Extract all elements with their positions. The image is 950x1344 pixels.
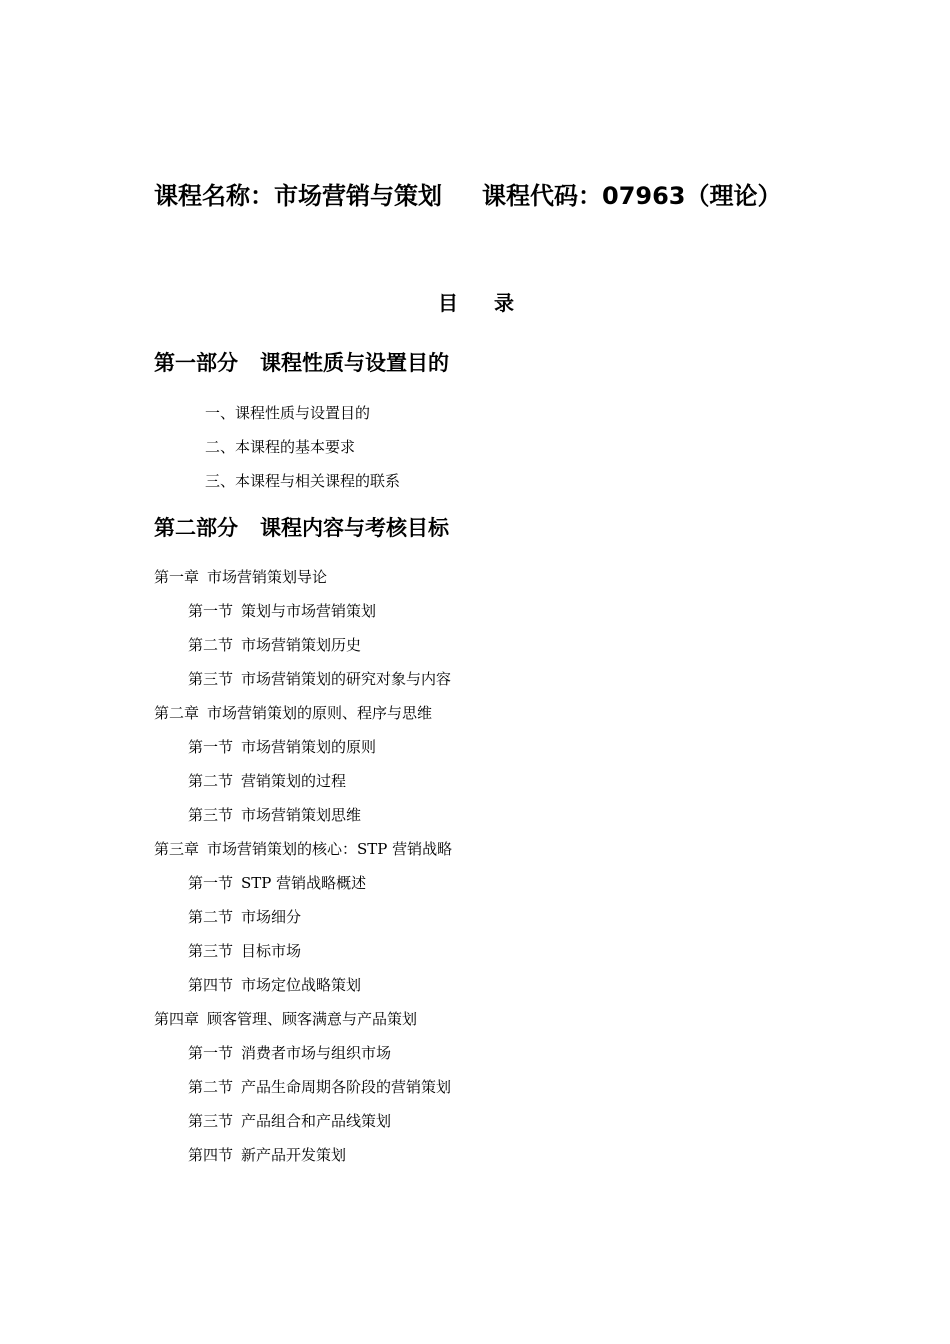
section-number: 第三节 [188,942,234,960]
part-label: 第二部分 [154,516,238,540]
chapter-number: 第四章 [154,1010,200,1028]
toc-section[interactable] [188,634,361,656]
toc-section[interactable] [188,906,301,928]
section-number: 第二节 [188,1078,234,1096]
section-number: 第二节 [188,636,234,654]
section-title: 目标市场 [241,942,302,960]
toc-title: 目录 [438,291,550,315]
part-heading-1 [154,348,449,378]
toc-section[interactable] [188,1042,391,1064]
section-title: 市场营销策划的研究对象与内容 [241,670,452,688]
section-title: STP 营销战略概述 [241,874,367,892]
toc-section[interactable] [188,1076,451,1098]
toc-section[interactable] [188,770,346,792]
section-title: 新产品开发策划 [241,1146,347,1164]
chapter-title: 市场营销策划导论 [207,568,328,586]
section-title: 市场定位战略策划 [241,976,362,994]
section-number: 第二节 [188,908,234,926]
chapter-number: 第三章 [154,840,200,858]
toc-section[interactable] [188,872,366,894]
toc-section[interactable] [188,668,451,690]
chapter-number: 第一章 [154,568,200,586]
section-title: 产品生命周期各阶段的营销策划 [241,1078,452,1096]
section-number: 第二节 [188,772,234,790]
chapter-title: 市场营销策划的原则、程序与思维 [207,704,433,722]
part-heading-2 [154,513,449,543]
section-number: 第四节 [188,976,234,994]
section-number: 第三节 [188,1112,234,1130]
toc-section[interactable] [188,804,361,826]
section-number: 第一节 [188,602,234,620]
section-title: 市场营销策划思维 [241,806,362,824]
section-title: 市场营销策划历史 [241,636,362,654]
section-number: 第四节 [188,1146,234,1164]
section-title: 产品组合和产品线策划 [241,1112,392,1130]
toc-chapter[interactable] [154,1008,417,1030]
toc-section[interactable] [188,1110,391,1132]
toc-item[interactable]: 二、本课程的基本要求 [205,438,356,456]
toc-chapter[interactable] [154,838,452,860]
section-number: 第一节 [188,738,234,756]
course-header [154,178,782,214]
section-title: 市场细分 [241,908,302,926]
section-title: 消费者市场与组织市场 [241,1044,392,1062]
course-code: 课程代码：07963（理论） [482,182,782,210]
chapter-number: 第二章 [154,704,200,722]
part-name: 课程内容与考核目标 [260,516,449,540]
toc-section[interactable] [188,974,361,996]
toc-section[interactable] [188,600,376,622]
toc-item[interactable]: 三、本课程与相关课程的联系 [205,472,401,490]
chapter-title: 市场营销策划的核心：STP 营销战略 [207,840,453,858]
toc-chapter[interactable] [154,566,327,588]
toc-chapter[interactable] [154,702,432,724]
part-label: 第一部分 [154,351,238,375]
toc-item[interactable]: 一、课程性质与设置目的 [205,404,371,422]
section-number: 第一节 [188,1044,234,1062]
section-number: 第三节 [188,806,234,824]
chapter-title: 顾客管理、顾客满意与产品策划 [207,1010,418,1028]
toc-section[interactable] [188,1144,346,1166]
section-title: 策划与市场营销策划 [241,602,377,620]
section-number: 第一节 [188,874,234,892]
toc-section[interactable] [188,736,376,758]
toc-section[interactable] [188,940,301,962]
section-title: 市场营销策划的原则 [241,738,377,756]
part-name: 课程性质与设置目的 [260,351,449,375]
course-name: 课程名称：市场营销与策划 [154,182,442,210]
section-number: 第三节 [188,670,234,688]
section-title: 营销策划的过程 [241,772,347,790]
